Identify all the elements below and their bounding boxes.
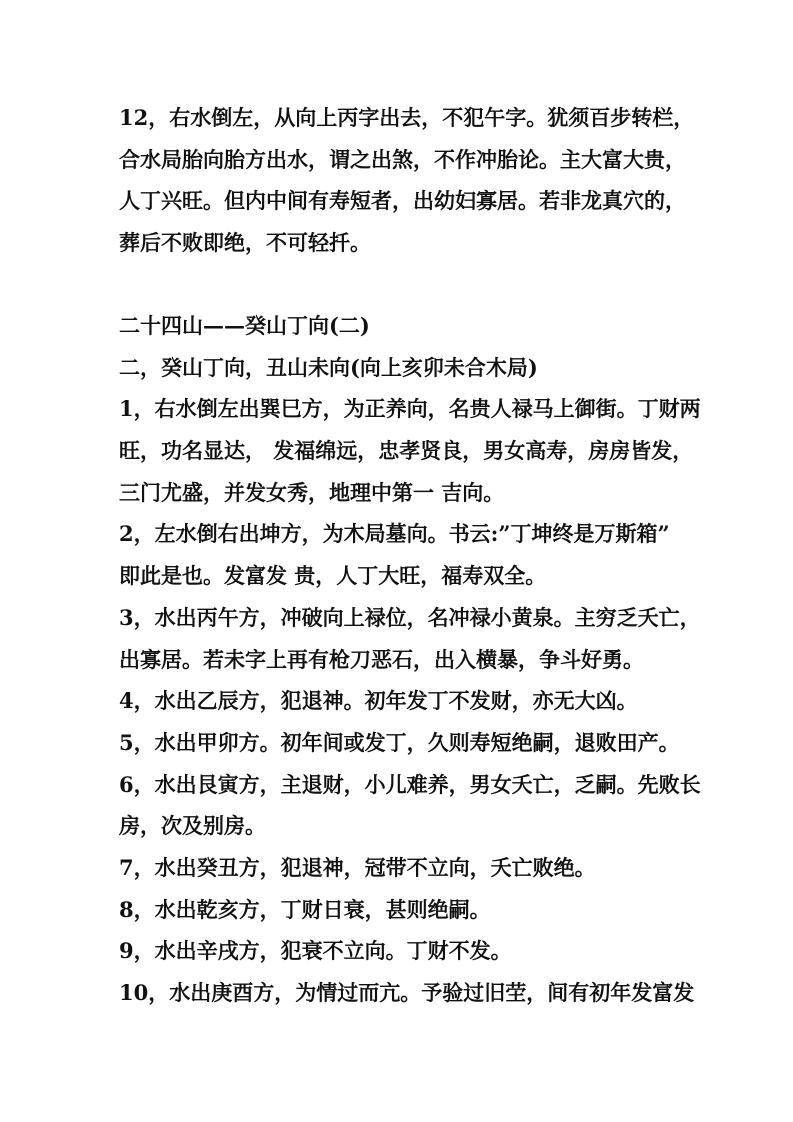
item-line: 6，水出艮寅方，主退财，小儿难养，男女夭亡，乏嗣。先败长 <box>119 772 701 797</box>
section-heading: 二十四山——癸山丁向(二) <box>119 313 370 338</box>
paragraph-12-line-3: 人丁兴旺。但内中间有寿短者，出幼妇寡居。若非龙真穴的， <box>119 188 686 213</box>
item-line: 10，水出庚酉方，为情过而亢。予验过旧茔，间有初年发富发 <box>119 980 695 1005</box>
item-line: 5，水出甲卯方。初年间或发丁，久则寿短绝嗣，退败田产。 <box>119 730 680 755</box>
item-line: 7，水出癸丑方，犯退神，冠带不立向，夭亡败绝。 <box>119 855 596 880</box>
paragraph-12-line-1: 12，右水倒左，从向上丙字出去，不犯午字。犹须百步转栏， <box>119 105 695 130</box>
item-line: 出寡居。若未字上再有枪刀恶石，出入横暴，争斗好勇。 <box>119 647 644 672</box>
item-line: 房，次及别房。 <box>119 813 266 838</box>
section-subheading: 二，癸山丁向，丑山未向(向上亥卯未合木局) <box>119 355 538 380</box>
item-line: 4，水出乙辰方，犯退神。初年发丁不发财，亦无大凶。 <box>119 688 638 713</box>
item-line: 8，水出乾亥方，丁财日衰，甚则绝嗣。 <box>119 897 491 922</box>
paragraph-12-line-4: 葬后不败即绝，不可轻扦。 <box>119 230 371 255</box>
item-line: 即此是也。发富发 贵，人丁大旺，福寿双全。 <box>119 563 547 588</box>
item-line: 3，水出丙午方，冲破向上禄位，名冲禄小黄泉。主穷乏夭亡， <box>119 605 701 630</box>
item-line: 2，左水倒右出坤方，为木局墓向。书云:”丁坤终是万斯箱” <box>119 521 670 546</box>
item-line: 三门尤盛，并发女秀，地理中第一 吉向。 <box>119 480 505 505</box>
item-line: 1，右水倒左出巽巳方，为正养向，名贵人禄马上御街。丁财两 <box>119 396 701 421</box>
item-line: 9，水出辛戌方，犯衰不立向。丁财不发。 <box>119 938 512 963</box>
paragraph-12-line-2: 合水局胎向胎方出水，谓之出煞，不作冲胎论。主大富大贵， <box>119 147 686 172</box>
item-line: 旺，功名显达， 发福绵远，忠孝贤良，男女高寿，房房皆发， <box>119 438 694 463</box>
